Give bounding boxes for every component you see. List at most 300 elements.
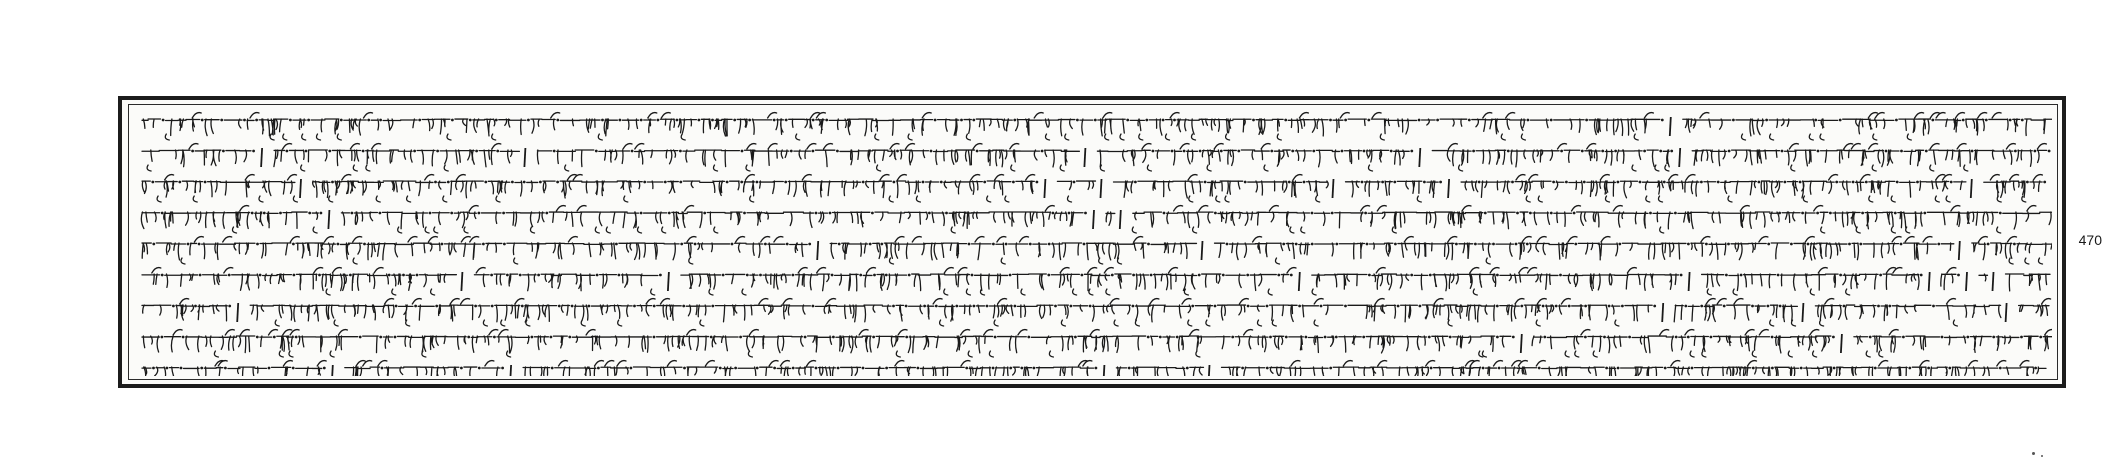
script-glyph-strokes [142, 175, 2042, 202]
tsheg-mark [1439, 181, 1442, 184]
tsheg-mark [679, 181, 682, 184]
tsheg-mark [595, 150, 598, 153]
tsheg-mark [862, 181, 865, 184]
tsheg-mark [1076, 119, 1079, 122]
tsheg-mark [523, 181, 526, 184]
shad-mark [1841, 334, 1842, 353]
tsheg-mark [743, 212, 746, 215]
tsheg-mark [434, 181, 437, 184]
manuscript-line [140, 172, 2052, 203]
tsheg-mark [1089, 305, 1092, 308]
tsheg-mark [1601, 150, 1604, 153]
tsheg-mark [1653, 305, 1656, 308]
tsheg-mark [1527, 119, 1530, 122]
tsheg-mark [152, 243, 155, 246]
tsheg-mark [1885, 150, 1888, 153]
tsheg-mark [873, 274, 876, 277]
tsheg-mark [1605, 367, 1608, 370]
script-glyph-strokes [142, 113, 2052, 140]
tsheg-mark [739, 336, 742, 339]
tsheg-mark [1341, 150, 1344, 153]
tsheg-mark [832, 336, 835, 339]
tsheg-mark [1162, 119, 1165, 122]
tsheg-mark [1362, 336, 1365, 339]
shad-mark [1689, 272, 1690, 291]
tsheg-mark [519, 274, 522, 277]
tsheg-mark [1767, 243, 1770, 246]
tsheg-mark [1700, 181, 1703, 184]
tsheg-mark [1335, 243, 1338, 246]
tsheg-mark [659, 274, 662, 277]
tsheg-mark [308, 212, 311, 215]
tsheg-mark [539, 181, 542, 184]
tsheg-mark [1675, 336, 1678, 339]
tsheg-mark [496, 150, 499, 153]
tsheg-mark [703, 212, 706, 215]
tsheg-mark [643, 181, 646, 184]
tsheg-mark [1173, 119, 1176, 122]
tsheg-mark [161, 274, 164, 277]
shad-mark [1101, 179, 1102, 198]
tsheg-mark [1036, 181, 1039, 184]
tsheg-mark [955, 305, 958, 308]
tsheg-mark [1659, 150, 1662, 153]
tsheg-mark [199, 274, 202, 277]
tsheg-mark [178, 181, 181, 184]
tsheg-mark [1410, 274, 1413, 277]
tsheg-mark [166, 367, 169, 370]
tsheg-mark [1364, 212, 1367, 215]
shad-mark [2006, 303, 2007, 322]
tsheg-mark [719, 367, 722, 370]
tsheg-mark [151, 181, 154, 184]
tsheg-mark [1751, 305, 1754, 308]
tsheg-mark [740, 181, 743, 184]
tsheg-mark [482, 243, 485, 246]
tsheg-mark [379, 119, 382, 122]
tsheg-mark [484, 181, 487, 184]
tsheg-mark [441, 243, 444, 246]
tsheg-mark [1833, 367, 1836, 370]
tsheg-mark [1900, 150, 1903, 153]
shad-mark [1202, 241, 1203, 260]
tsheg-mark [869, 243, 872, 246]
tsheg-mark [694, 243, 697, 246]
tsheg-mark [1542, 305, 1545, 308]
tsheg-mark [331, 181, 334, 184]
tsheg-mark [318, 274, 321, 277]
tsheg-mark [1290, 274, 1293, 277]
tsheg-mark [1410, 150, 1413, 153]
tsheg-mark [1474, 243, 1477, 246]
tsheg-mark [1311, 212, 1314, 215]
tsheg-mark [1284, 119, 1287, 122]
tsheg-mark [478, 367, 481, 370]
tsheg-mark [328, 150, 331, 153]
tsheg-mark [1277, 274, 1280, 277]
tsheg-mark [630, 367, 633, 370]
tsheg-mark [1728, 150, 1731, 153]
shad-mark [817, 241, 818, 260]
tsheg-mark [930, 150, 933, 153]
tsheg-mark [222, 150, 225, 153]
handwritten-script-strokes [140, 296, 2052, 327]
tsheg-mark [1937, 243, 1940, 246]
tsheg-mark [537, 274, 540, 277]
tsheg-mark [1727, 243, 1730, 246]
tsheg-mark [1397, 305, 1400, 308]
tsheg-mark [556, 181, 559, 184]
tsheg-mark [1429, 274, 1432, 277]
tsheg-mark [640, 212, 643, 215]
tsheg-mark [1584, 336, 1587, 339]
manuscript-folio [118, 96, 2066, 388]
tsheg-mark [1559, 274, 1562, 277]
tsheg-mark [305, 150, 308, 153]
tsheg-mark [501, 367, 504, 370]
tsheg-mark [615, 243, 618, 246]
tsheg-mark [1070, 305, 1073, 308]
tsheg-mark [511, 181, 514, 184]
tsheg-mark [1987, 243, 1990, 246]
tsheg-mark [256, 243, 259, 246]
tsheg-mark [935, 305, 938, 308]
tsheg-mark [1931, 119, 1934, 122]
manuscript-line [140, 358, 2052, 376]
tsheg-mark [320, 212, 323, 215]
tsheg-mark [1618, 243, 1621, 246]
tsheg-mark [201, 119, 204, 122]
tsheg-mark [1992, 336, 1995, 339]
tsheg-mark [2034, 367, 2037, 370]
tsheg-mark [1777, 274, 1780, 277]
tsheg-mark [657, 119, 660, 122]
tsheg-mark [1725, 274, 1728, 277]
tsheg-mark [1013, 119, 1016, 122]
tsheg-mark [965, 367, 968, 370]
shad-mark [1448, 179, 1449, 198]
tsheg-mark [1226, 243, 1229, 246]
tsheg-mark [395, 305, 398, 308]
shad-mark [1679, 148, 1680, 167]
tsheg-mark [1723, 305, 1726, 308]
tsheg-mark [307, 119, 310, 122]
tsheg-mark [1971, 150, 1974, 153]
tsheg-mark [1419, 305, 1422, 308]
tsheg-mark [1368, 274, 1371, 277]
tsheg-mark [1948, 367, 1951, 370]
tsheg-mark [785, 119, 788, 122]
tsheg-mark [746, 274, 749, 277]
shad-mark [461, 272, 462, 291]
shad-mark [237, 303, 238, 322]
tsheg-mark [711, 305, 714, 308]
tsheg-mark [450, 212, 453, 215]
tsheg-mark [292, 367, 295, 370]
tsheg-mark [676, 119, 679, 122]
tsheg-mark [1869, 336, 1872, 339]
tsheg-mark [994, 336, 997, 339]
shad-mark [1662, 303, 1663, 322]
tsheg-mark [447, 181, 450, 184]
tsheg-mark [1800, 367, 1803, 370]
tsheg-mark [491, 305, 494, 308]
tsheg-mark [506, 274, 509, 277]
tsheg-mark [923, 305, 926, 308]
tsheg-mark [363, 243, 366, 246]
tsheg-mark [478, 212, 481, 215]
tsheg-mark [1555, 305, 1558, 308]
tsheg-mark [1705, 243, 1708, 246]
manuscript-line [140, 265, 2052, 296]
tsheg-mark [349, 274, 352, 277]
tsheg-mark [1084, 212, 1087, 215]
tsheg-mark [908, 274, 911, 277]
tsheg-mark [973, 305, 976, 308]
shad-mark [1084, 148, 1085, 167]
tsheg-mark [619, 119, 622, 122]
script-glyph-strokes [142, 144, 2047, 171]
tsheg-mark [1074, 336, 1077, 339]
tsheg-mark [1295, 243, 1298, 246]
tsheg-mark [711, 119, 714, 122]
tsheg-mark [1367, 119, 1370, 122]
shad-mark [1299, 272, 1300, 291]
tsheg-mark [1145, 119, 1148, 122]
tsheg-mark [286, 150, 289, 153]
tsheg-mark [323, 367, 326, 370]
tsheg-mark [204, 181, 207, 184]
tsheg-mark [1366, 243, 1369, 246]
tsheg-mark [825, 119, 828, 122]
tsheg-mark [1543, 336, 1546, 339]
tsheg-mark [812, 119, 815, 122]
tsheg-mark [1335, 336, 1338, 339]
tsheg-mark [1344, 305, 1347, 308]
tsheg-mark [521, 305, 524, 308]
tsheg-mark [495, 119, 498, 122]
tsheg-mark [1266, 367, 1269, 370]
tsheg-mark [293, 274, 296, 277]
tsheg-mark [1048, 243, 1051, 246]
shad-mark [1802, 303, 1803, 322]
tsheg-mark [224, 367, 227, 370]
tsheg-mark [1288, 181, 1291, 184]
tsheg-mark [1033, 367, 1036, 370]
tsheg-mark [588, 305, 591, 308]
tsheg-mark [1231, 336, 1234, 339]
tsheg-mark [1560, 150, 1563, 153]
page-number: 470 [2078, 232, 2102, 248]
shad-mark [1419, 148, 1420, 167]
tsheg-mark [1329, 367, 1332, 370]
shad-mark [261, 148, 262, 167]
tsheg-mark [1478, 181, 1481, 184]
tsheg-mark [1529, 212, 1532, 215]
tsheg-mark [1247, 305, 1250, 308]
tsheg-mark [531, 336, 534, 339]
handwritten-script-strokes [140, 327, 2052, 358]
tsheg-mark [1423, 181, 1426, 184]
tsheg-mark [1848, 243, 1851, 246]
tsheg-mark [251, 212, 254, 215]
tsheg-mark [812, 150, 815, 153]
tsheg-mark [1999, 367, 2002, 370]
tsheg-mark [180, 367, 183, 370]
tsheg-mark [1027, 336, 1030, 339]
tsheg-mark [733, 119, 736, 122]
tsheg-mark [493, 336, 496, 339]
tsheg-mark [1568, 305, 1571, 308]
tsheg-mark [381, 367, 384, 370]
tsheg-mark [1052, 212, 1055, 215]
tsheg-mark [337, 243, 340, 246]
manuscript-line [140, 203, 2052, 234]
tsheg-mark [1816, 212, 1819, 215]
tsheg-mark [1222, 274, 1225, 277]
tsheg-mark [1163, 212, 1166, 215]
shad-mark [1993, 272, 1994, 291]
tsheg-mark [1482, 367, 1485, 370]
tsheg-mark [734, 367, 737, 370]
tsheg-mark [1895, 119, 1898, 122]
tsheg-mark [1550, 119, 1553, 122]
tsheg-mark [1237, 150, 1240, 153]
tsheg-mark [1186, 367, 1189, 370]
tsheg-mark [1877, 305, 1880, 308]
tsheg-mark [1628, 336, 1631, 339]
script-glyph-strokes [142, 268, 2050, 295]
tsheg-mark [451, 119, 454, 122]
tsheg-mark [568, 336, 571, 339]
tsheg-mark [1664, 367, 1667, 370]
tsheg-mark [710, 336, 713, 339]
tsheg-mark [292, 243, 295, 246]
tsheg-mark [469, 119, 472, 122]
tsheg-mark [773, 367, 776, 370]
tsheg-mark [1436, 119, 1439, 122]
shad-mark [332, 365, 333, 376]
tsheg-mark [601, 119, 604, 122]
tsheg-mark [1171, 150, 1174, 153]
tsheg-mark [1565, 181, 1568, 184]
tsheg-mark [1150, 274, 1153, 277]
tsheg-mark [1220, 150, 1223, 153]
tsheg-mark [1752, 367, 1755, 370]
shad-mark [300, 179, 301, 198]
tsheg-mark [1550, 212, 1553, 215]
tsheg-mark [1639, 181, 1642, 184]
tsheg-mark [1520, 305, 1523, 308]
tsheg-mark [1999, 212, 2002, 215]
tsheg-mark [872, 336, 875, 339]
tsheg-mark [161, 212, 164, 215]
tsheg-mark [1674, 212, 1677, 215]
tsheg-mark [1573, 212, 1576, 215]
tsheg-mark [1394, 243, 1397, 246]
tsheg-mark [786, 243, 789, 246]
tsheg-mark [1781, 150, 1784, 153]
tsheg-mark [679, 150, 682, 153]
shad-mark [1929, 272, 1930, 291]
tsheg-mark [252, 150, 255, 153]
tsheg-mark [815, 367, 818, 370]
shad-mark [1093, 210, 1094, 229]
tsheg-mark [2013, 243, 2016, 246]
tsheg-mark [596, 274, 599, 277]
tsheg-mark [1608, 305, 1611, 308]
tsheg-mark [191, 150, 194, 153]
tsheg-mark [1214, 305, 1217, 308]
tsheg-mark [255, 119, 258, 122]
tsheg-mark [1241, 367, 1244, 370]
handwritten-script-strokes [140, 172, 2052, 203]
tsheg-mark [960, 119, 963, 122]
tsheg-mark [618, 274, 621, 277]
shad-mark [668, 272, 669, 291]
tsheg-mark [1266, 305, 1269, 308]
shad-mark [1209, 365, 1210, 376]
shad-mark [524, 148, 525, 167]
tsheg-mark [1649, 212, 1652, 215]
tsheg-mark [1468, 119, 1471, 122]
tsheg-mark [394, 336, 397, 339]
tsheg-mark [808, 243, 811, 246]
tsheg-mark [200, 367, 203, 370]
tsheg-mark [1927, 367, 1930, 370]
tsheg-mark [640, 119, 643, 122]
handwritten-script-strokes [140, 234, 2052, 265]
tsheg-mark [1009, 274, 1012, 277]
tsheg-mark [1176, 336, 1179, 339]
tsheg-mark [1684, 305, 1687, 308]
tsheg-mark [1269, 336, 1272, 339]
script-glyph-strokes [142, 299, 2051, 326]
tsheg-mark [414, 305, 417, 308]
tsheg-mark [597, 367, 600, 370]
tsheg-mark [784, 181, 787, 184]
tsheg-mark [1516, 212, 1519, 215]
shad-mark [1333, 179, 1334, 198]
tsheg-mark [1515, 243, 1518, 246]
tsheg-mark [243, 119, 246, 122]
script-glyph-strokes [142, 361, 2046, 376]
tsheg-mark [1381, 181, 1384, 184]
tsheg-mark [198, 243, 201, 246]
tsheg-mark [1894, 212, 1897, 215]
tsheg-mark [759, 274, 762, 277]
tsheg-mark [862, 367, 865, 370]
tsheg-mark [829, 212, 832, 215]
tsheg-mark [1305, 336, 1308, 339]
tsheg-mark [503, 243, 506, 246]
tsheg-mark [2043, 181, 2046, 184]
tsheg-mark [1779, 305, 1782, 308]
tsheg-mark [1472, 150, 1475, 153]
tsheg-mark [1449, 336, 1452, 339]
tsheg-mark [1852, 181, 1855, 184]
manuscript-line [140, 296, 2052, 327]
tsheg-mark [871, 212, 874, 215]
tsheg-mark [268, 367, 271, 370]
tsheg-mark [631, 150, 634, 153]
tsheg-mark [1643, 150, 1646, 153]
tsheg-mark [683, 367, 686, 370]
tsheg-mark [1498, 367, 1501, 370]
handwritten-script-strokes [140, 110, 2052, 141]
tsheg-mark [152, 367, 155, 370]
tsheg-mark [228, 274, 231, 277]
